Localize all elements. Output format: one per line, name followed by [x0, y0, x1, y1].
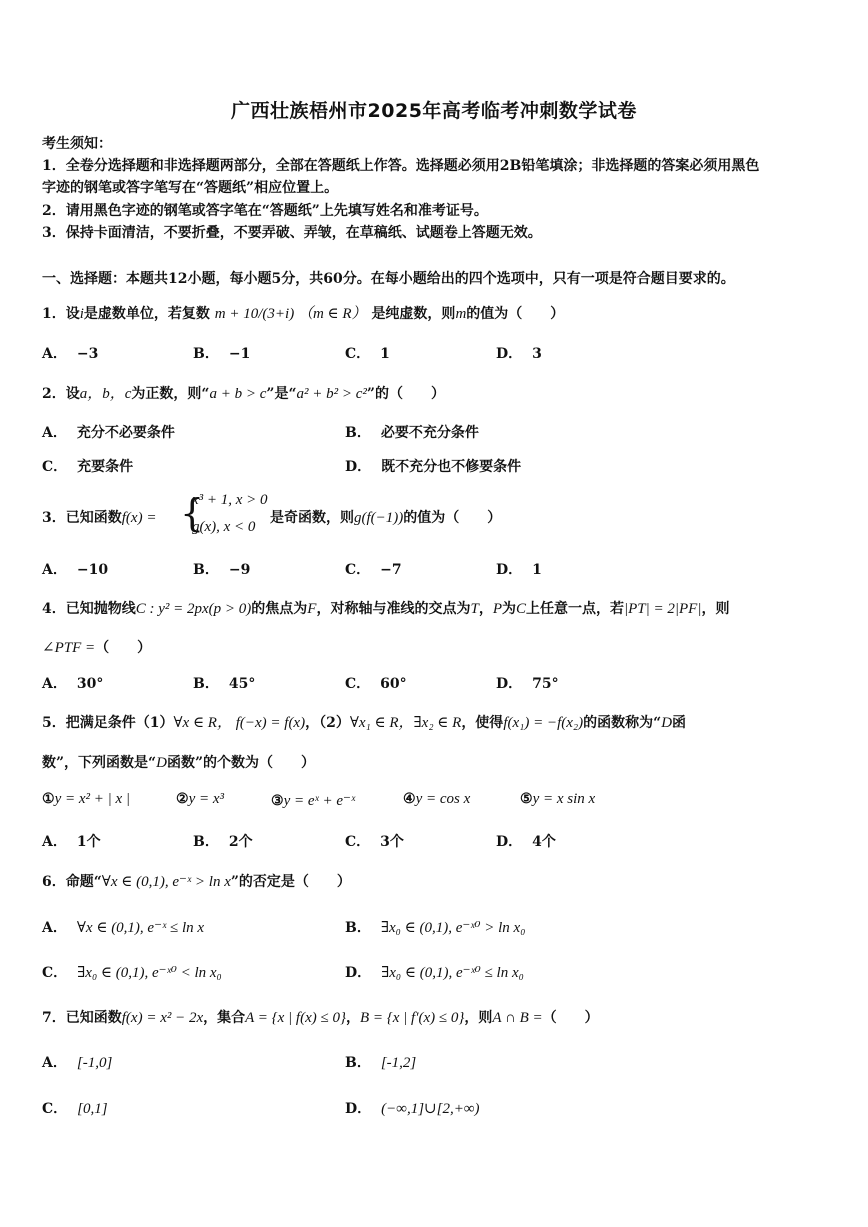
question-6-option-c[interactable]: C． ∃x₀ ∈ (0,1), e⁻ˣ⁰ < ln x₀: [42, 965, 222, 981]
notice-item: 3．保持卡面清洁，不要折叠，不要弄破、弄皱，在草稿纸、试题卷上答题无效。: [42, 225, 542, 241]
question-2-option-d[interactable]: D． 既不充分也不修要条件: [345, 459, 522, 475]
question-5-option-a[interactable]: A． 1个: [42, 834, 101, 850]
notice-item: 2．请用黑色字迹的钢笔或答字笔在“答题纸”上先填写姓名和准考证号。: [42, 203, 488, 219]
notice-item: 1．全卷分选择题和非选择题两部分，全部在答题纸上作答。选择题必须用2B铅笔填涂；非选择题的答案必须用黑色: [42, 158, 760, 174]
question-2-option-b[interactable]: B． 必要不充分条件: [345, 425, 479, 441]
question-1-option-c[interactable]: C． 1: [345, 346, 390, 362]
question-6-option-d[interactable]: D． ∃x₀ ∈ (0,1), e⁻ˣ⁰ ≤ ln x₀: [345, 965, 524, 981]
question-5-item-5: ⑤y = x sin x: [520, 791, 596, 807]
question-2-stem: 2．设a，b，c为正数，则“a + b > c”是“a² + b² > c²”的（ ）: [42, 386, 445, 402]
section-heading: 一、选择题：本题共12小题，每小题5分，共60分。在每小题给出的四个选项中，只有一项是符合题目要求的。: [42, 271, 735, 287]
question-7-option-a[interactable]: A． [-1,0]: [42, 1055, 113, 1071]
question-4-stem: 4．已知抛物线C : y² = 2px(p > 0)的焦点为F，对称轴与准线的交点为T，P为C上任意一点，若|PT| = 2|PF|，则: [42, 601, 730, 617]
question-5-option-d[interactable]: D． 4个: [496, 834, 556, 850]
question-4-option-a[interactable]: A． 30°: [42, 676, 104, 692]
question-4-option-b[interactable]: B． 45°: [193, 676, 256, 692]
question-4-option-c[interactable]: C． 60°: [345, 676, 407, 692]
question-3-option-c[interactable]: C． −7: [345, 562, 402, 578]
question-5-option-b[interactable]: B． 2个: [193, 834, 253, 850]
question-7-option-c[interactable]: C． [0,1]: [42, 1101, 108, 1117]
question-3-stem: 3．已知函数f(x) =: [42, 510, 157, 526]
question-5-stem-cont: 数”，下列函数是“D函数”的个数为（ ）: [42, 755, 316, 771]
question-7-option-d[interactable]: D． (−∞,1]∪[2,+∞): [345, 1101, 480, 1117]
question-3-stem-tail: 是奇函数，则g(f(−1))的值为（ ）: [270, 510, 502, 526]
question-3-option-d[interactable]: D． 1: [496, 562, 542, 578]
question-2-option-a[interactable]: A． 充分不必要条件: [42, 425, 175, 441]
question-1-option-b[interactable]: B． −1: [193, 346, 251, 362]
question-5-stem: 5．把满足条件（1）∀x ∈ R， f(−x) = f(x)，（2）∀x₁ ∈ R，∃x₂ ∈ R，使得f(x₁) = −f(x₂)的函数称为“D函: [42, 715, 687, 731]
question-1-option-a[interactable]: A． −3: [42, 346, 99, 362]
question-3-case-2: g(x), x < 0: [192, 519, 256, 535]
question-3-option-b[interactable]: B． −9: [193, 562, 251, 578]
question-1-math: m + 10/(3+i) （m ∈ R）: [214, 306, 367, 322]
question-6-option-b[interactable]: B． ∃x₀ ∈ (0,1), e⁻ˣ⁰ > ln x₀: [345, 920, 526, 936]
question-5-item-4: ④y = cos x: [403, 791, 471, 807]
page-title: 广西壮族梧州市2025年高考临考冲刺数学试卷: [231, 100, 637, 122]
notice-heading: 考生须知：: [42, 136, 112, 152]
question-5-item-3: ③y = eˣ + e⁻ˣ: [271, 793, 356, 809]
question-3-option-a[interactable]: A． −10: [42, 562, 109, 578]
question-5-item-1: ①y = x² + | x |: [42, 791, 131, 807]
question-2-option-c[interactable]: C． 充要条件: [42, 459, 134, 475]
question-3-case-1: x³ + 1, x > 0: [192, 492, 268, 508]
question-6-option-a[interactable]: A． ∀x ∈ (0,1), e⁻ˣ ≤ ln x: [42, 920, 205, 936]
question-6-stem: 6．命题“∀x ∈ (0,1), e⁻ˣ > ln x”的否定是（ ）: [42, 874, 351, 890]
notice-item: 字迹的钢笔或答字笔写在“答题纸”相应位置上。: [42, 180, 339, 196]
brace-icon: {: [180, 491, 205, 535]
question-1-stem: 1．设i是虚数单位，若复数 m + 10/(3+i) （m ∈ R） 是纯虚数，则m的值为（ ）: [42, 306, 565, 322]
question-4-stem-cont: ∠PTF =（ ）: [42, 640, 152, 656]
question-5-item-2: ②y = x³: [176, 791, 224, 807]
question-1-option-d[interactable]: D． 3: [496, 346, 542, 362]
question-7-option-b[interactable]: B． [-1,2]: [345, 1055, 417, 1071]
question-5-option-c[interactable]: C． 3个: [345, 834, 404, 850]
question-7-stem: 7．已知函数f(x) = x² − 2x，集合A = {x | f(x) ≤ 0}，B = {x | f′(x) ≤ 0}，则A ∩ B =（ ）: [42, 1010, 599, 1026]
question-4-option-d[interactable]: D． 75°: [496, 676, 559, 692]
